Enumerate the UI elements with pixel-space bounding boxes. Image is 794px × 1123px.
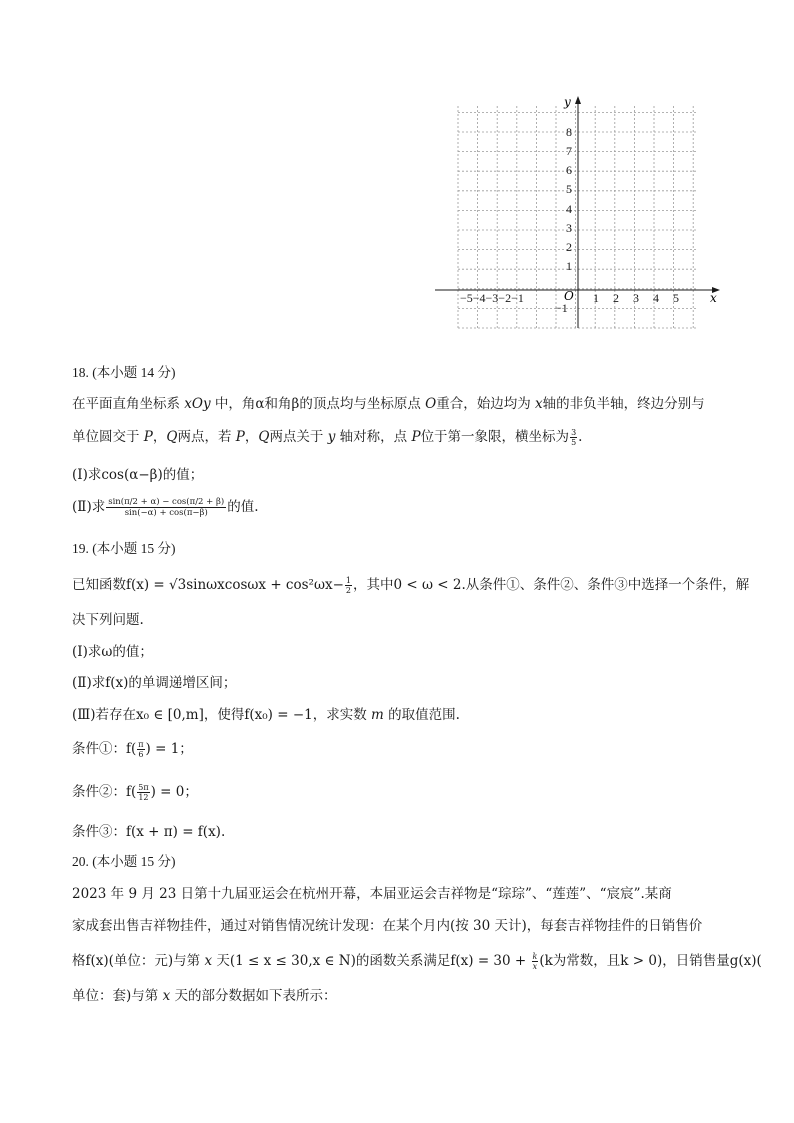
fraction — [106, 497, 226, 518]
text: 单位：套)与第 — [72, 988, 163, 1004]
math-var: Q — [258, 429, 270, 445]
fraction-denominator: 6 — [138, 750, 144, 759]
fraction — [345, 576, 352, 595]
text: ，其中0 < ω < 2.从条件①、条件②、条件③中选择一个条件，解 — [352, 577, 750, 593]
y-tick-label: 5 — [566, 182, 572, 196]
coordinate-grid-svg — [430, 92, 730, 332]
text: . — [578, 429, 583, 445]
y-tick-label: 4 — [566, 202, 572, 216]
text: (Ⅱ)求 — [72, 499, 106, 515]
fraction-numerator: k — [532, 952, 538, 961]
x-tick-label: 4 — [653, 291, 659, 305]
text: 格f(x)(单位：元)与第 — [72, 953, 205, 969]
y-tick-label: 7 — [566, 144, 572, 158]
text: 已知函数f(x) = √3sinωxcosωx + cos²ωx− — [72, 577, 344, 593]
text: 轴的非负半轴，终边分别与 — [542, 396, 705, 412]
text: 位于第一象限，横坐标为 — [420, 429, 570, 445]
text: ) = 0； — [150, 784, 198, 800]
problem-19-line-1 — [72, 576, 749, 595]
text: (k为常数，且k > 0)，日销售量g(x)( — [539, 953, 762, 969]
fraction-numerator: 1 — [345, 576, 351, 585]
y-tick-label: 3 — [566, 221, 572, 235]
math-var: Q — [166, 429, 178, 445]
math-var: P — [143, 429, 153, 445]
text: 天(1 ≤ x ≤ 30,x ∈ N)的函数关系满足f(x) = 30 + — [212, 953, 531, 969]
x-tick-label: 2 — [613, 291, 619, 305]
y-tick-label: 6 — [566, 163, 572, 177]
problem-19-question-3 — [72, 706, 460, 724]
x-tick-label: 3 — [633, 291, 639, 305]
x-axis-label: x — [710, 291, 717, 305]
math-var: P — [235, 429, 245, 445]
origin-label: O — [564, 289, 574, 303]
fraction-denominator: sin(−α) + cos(π−β) — [124, 508, 208, 518]
problem-18-line-1 — [72, 395, 705, 413]
y-tick-label: 2 — [566, 240, 572, 254]
math-var: m — [371, 707, 384, 723]
text: 条件①：f( — [72, 741, 137, 757]
text: 的值. — [227, 499, 259, 515]
x-tick-label: 5 — [673, 291, 679, 305]
text: 在平面直角坐标系 — [72, 396, 185, 412]
problem-18-line-2 — [72, 428, 582, 447]
text: 两点关于 — [269, 429, 328, 445]
problem-19-condition-2 — [72, 783, 198, 802]
problem-19-condition-1 — [72, 740, 193, 759]
y-axis-label: y — [564, 95, 571, 109]
math-var: O — [425, 396, 437, 412]
problem-19-question-2: (Ⅱ)求f(x)的单调递增区间； — [72, 675, 237, 691]
problem-18-question-1: (Ⅰ)求cos(α−β)的值； — [72, 467, 204, 483]
text: ) = 1； — [145, 741, 193, 757]
math-var: x — [162, 988, 171, 1004]
problem-19-header: 19. (本小题 15 分) — [72, 541, 176, 556]
fraction-denominator: 5 — [571, 438, 577, 447]
text: 条件②：f( — [72, 784, 137, 800]
text: 单位圆交于 — [72, 429, 144, 445]
fraction-denominator: 2 — [345, 586, 351, 595]
problem-20-line-2: 家成套出售吉祥物挂件，通过对销售情况统计发现：在某个月内(按 30 天计)，每套吉祥物挂件的日销售价 — [72, 918, 703, 934]
text: 中，角α和角β的顶点均与坐标原点 — [210, 396, 426, 412]
math-var: P — [411, 429, 421, 445]
fraction — [137, 740, 144, 759]
x-neg-tick-labels: −5−4−3−2−1 — [460, 291, 524, 305]
fraction-denominator: 12 — [138, 793, 149, 802]
problem-20-line-4 — [72, 987, 336, 1005]
text: 轴对称，点 — [335, 429, 412, 445]
coordinate-grid-figure — [430, 92, 730, 332]
fraction-numerator: 5π — [138, 783, 149, 792]
text: 重合，始边均为 — [436, 396, 535, 412]
problem-20-line-3 — [72, 952, 762, 971]
problem-18-header: 18. (本小题 14 分) — [72, 365, 176, 380]
fraction — [532, 952, 539, 971]
problem-18-question-2 — [72, 497, 259, 518]
y-tick-label: −1 — [555, 301, 568, 315]
text: 天的部分数据如下表所示： — [170, 988, 337, 1004]
problem-20-header: 20. (本小题 15 分) — [72, 854, 176, 869]
text: ， — [152, 429, 167, 445]
math-var: y — [327, 429, 336, 445]
fraction-numerator: 3 — [571, 428, 577, 437]
math-var: xOy — [184, 396, 211, 412]
problem-20-line-1: 2023 年 9 月 23 日第十九届亚运会在杭州开幕，本届亚运会吉祥物是“琮琮”、“莲莲”、“宸宸”.某商 — [72, 886, 672, 902]
problem-19-condition-3: 条件③：f(x + π) = f(x). — [72, 824, 226, 840]
fraction-numerator: π — [138, 740, 144, 749]
y-tick-label: 1 — [566, 259, 572, 273]
fraction-numerator: sin(π/2 + α) − cos(π/2 + β) — [108, 497, 225, 507]
text: 的取值范围. — [383, 707, 460, 723]
y-tick-label: 8 — [566, 125, 572, 139]
text: 两点，若 — [177, 429, 236, 445]
problem-19-line-2: 决下列问题. — [72, 612, 144, 628]
fraction — [570, 428, 577, 447]
text: (Ⅲ)若存在x₀ ∈ [0,m]，使得f(x₀) = −1，求实数 — [72, 707, 372, 723]
problem-19-question-1: (Ⅰ)求ω的值； — [72, 644, 153, 660]
text: ， — [244, 429, 259, 445]
x-tick-label: 1 — [593, 291, 599, 305]
fraction-denominator: x — [532, 962, 538, 971]
math-var: x — [204, 953, 213, 969]
fraction — [137, 783, 149, 802]
math-var: x — [535, 396, 543, 412]
